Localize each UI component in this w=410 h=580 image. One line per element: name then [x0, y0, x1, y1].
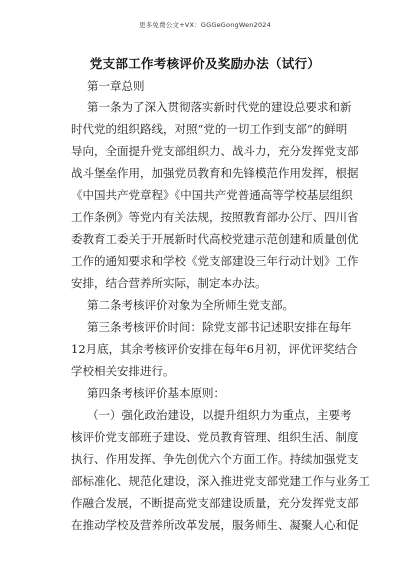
article-4-item-1-line: 执行、作用发挥、争先创优六个方面工作。持续加强党支 [71, 452, 359, 466]
article-1-line: 安排，结合营养所实际，制定本办法。 [71, 276, 267, 290]
article-3-line: 12月底，其余考核评价安排在每年6月初，评优评奖结合 [71, 342, 358, 356]
article-1-line: 委教育工委关于开展新时代高校党建示范创建和质量创优 [71, 232, 359, 246]
article-3-line: 第三条考核评价时间：除党支部书记述职安排在每年 [87, 320, 352, 334]
header-watermark: 更多免费公文+VX：GGGeGongWen2024 [139, 21, 271, 29]
article-3-line: 学校相关安排进行。 [71, 364, 175, 378]
article-1-line: 时代党的组织路线，对照“党的一切工作到支部”的鲜明 [71, 122, 348, 136]
article-2-line: 第二条考核评价对象为全所师生党支部。 [87, 298, 294, 312]
article-4-item-1-line: 部标准化、规范化建设，深入推进党支部党建工作与业务工 [71, 474, 370, 488]
article-4-item-1-line: 核评价党支部班子建设、党员教育管理、组织生活、制度 [71, 430, 359, 444]
article-1-line: 《中国共产党章程》《中国共产党普通高等学校基层组织 [71, 188, 353, 202]
article-4-item-1-line: 作融合发展，不断提高党支部建设质量，充分发挥党支部 [71, 496, 359, 510]
document-title: 党支部工作考核评价及奖励办法（试行） [89, 56, 321, 71]
article-1-line: 战斗堡垒作用，加强党员教育和先锋模范作用发挥，根据 [71, 166, 359, 180]
article-1-line: 工作的通知要求和学校《党支部建设三年行动计划》工作 [71, 254, 359, 268]
article-1-line: 工作条例》等党内有关法规，按照教育部办公厅、四川省 [71, 210, 359, 224]
article-4-item-1-line: （一）强化政治建设，以提升组织力为重点，主要考 [87, 408, 352, 422]
article-1-line: 导向，全面提升党支部组织力、战斗力，充分发挥党支部 [71, 144, 359, 158]
article-4-line: 第四条考核评价基本原则： [87, 386, 225, 400]
chapter-heading: 第一章总则 [87, 79, 145, 93]
article-4-item-1-line: 在推动学校及营养所改革发展，服务师生、凝聚人心和促 [71, 518, 359, 532]
article-1-line: 第一条为了深入贯彻落实新时代党的建设总要求和新 [87, 100, 352, 114]
